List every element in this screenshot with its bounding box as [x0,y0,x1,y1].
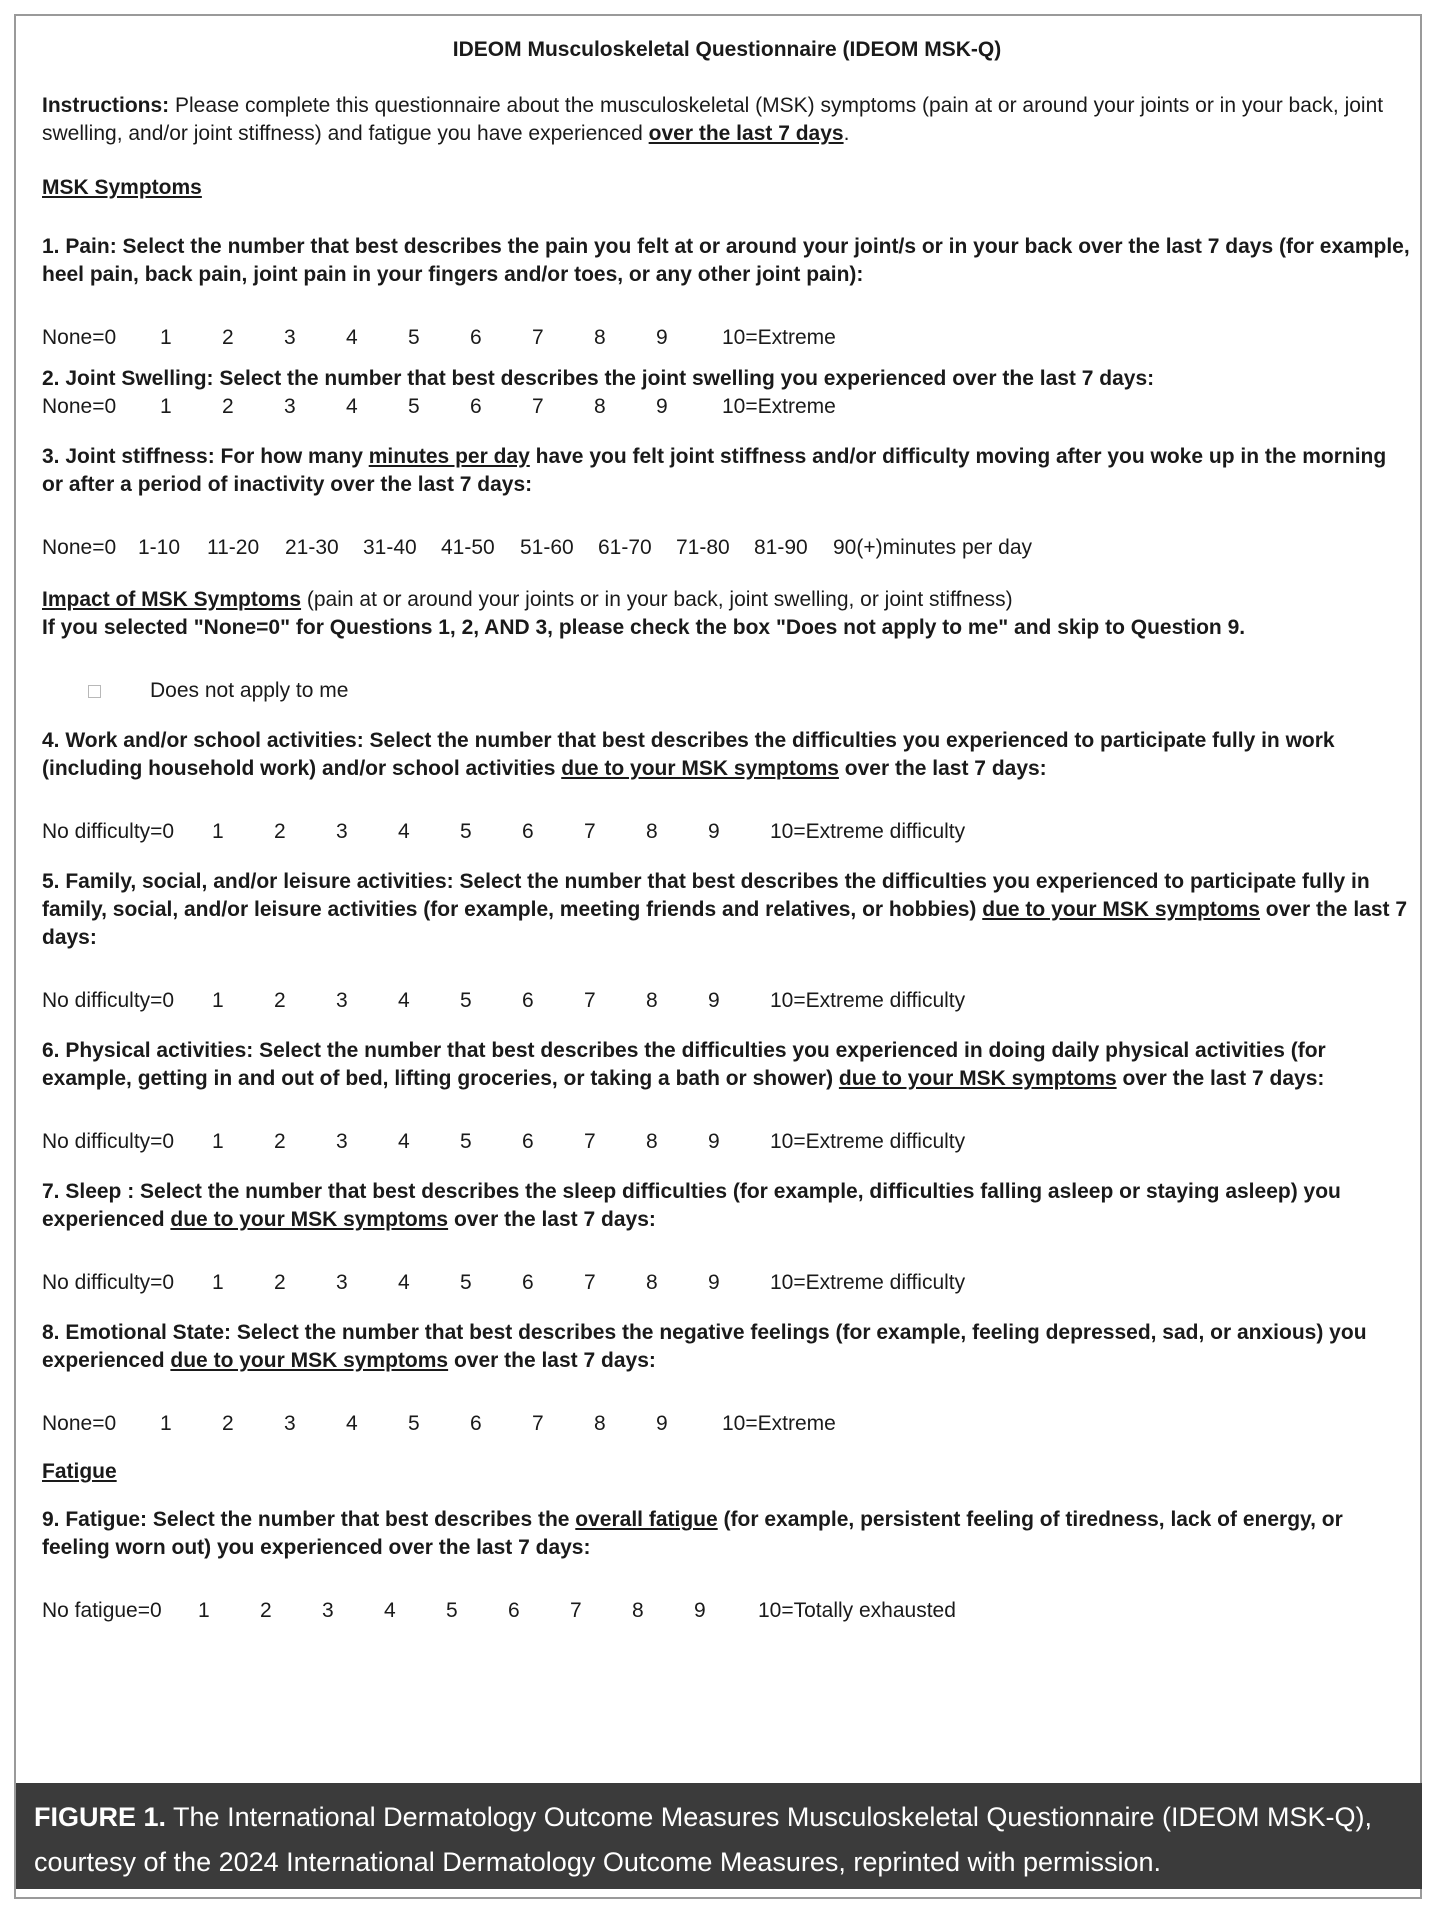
question-7: 7. Sleep : Select the number that best describes the sleep difficulties (for example, difficulties falling asleep or staying asleep) you experienced due to your MSK symptoms over the last 7 days: [42,1180,1341,1231]
q4-option[interactable]: 10=Extreme difficulty [770,820,966,843]
q8-option[interactable]: 1 [160,1412,172,1435]
q7-option[interactable]: 1 [212,1271,224,1294]
q4-option[interactable]: 2 [274,820,286,843]
q5-option[interactable]: 10=Extreme difficulty [770,989,966,1012]
q7-option[interactable]: 6 [522,1271,534,1294]
q2-option[interactable]: 9 [656,395,668,418]
scale-q8 [42,1410,1412,1438]
q8-option[interactable]: 3 [284,1412,296,1435]
instructions-label: Instructions: [42,94,170,117]
question-4: 4. Work and/or school activities: Select the number that best describes the difficulties you experienced to participate fully in work (including household work) and/or school activities due to your MSK symptoms over the last 7 days: [42,729,1335,780]
q8-option[interactable]: 7 [532,1412,544,1435]
q5-option[interactable]: 6 [522,989,534,1012]
q2-option[interactable]: 10=Extreme [722,395,836,418]
q7-option[interactable]: 3 [336,1271,348,1294]
scale-q4 [42,818,1412,846]
q4-option[interactable]: 3 [336,820,348,843]
questionnaire-content [42,26,1412,1625]
q5-option[interactable]: 1 [212,989,224,1012]
does-not-apply-checkbox[interactable] [88,685,101,698]
q9-option[interactable]: No fatigue=0 [42,1599,162,1622]
q7-option[interactable]: No difficulty=0 [42,1271,175,1294]
scale-q6 [42,1128,1412,1156]
q7-option[interactable]: 4 [398,1271,410,1294]
q1-option[interactable]: 1 [160,326,172,349]
impact-heading: Impact of MSK Symptoms [42,588,302,611]
q8-option[interactable]: 9 [656,1412,668,1435]
q6-option[interactable]: 10=Extreme difficulty [770,1130,966,1153]
figure-caption [16,1783,1422,1889]
q1-option[interactable]: 10=Extreme [722,326,836,349]
figure-caption-text: The International Dermatology Outcome Measures Musculoskeletal Questionnaire (IDEOM MSK-Q), courtesy of the 2024 International Dermatology Outcome Measures, reprinted with permission. [34,1802,1373,1877]
scale-q2 [42,393,1412,421]
q2-option[interactable]: 6 [470,395,482,418]
q5-option[interactable]: 4 [398,989,410,1012]
figure-label: FIGURE 1. [34,1802,167,1832]
q4-option[interactable]: 6 [522,820,534,843]
q1-option[interactable]: 9 [656,326,668,349]
q7-option[interactable]: 5 [460,1271,472,1294]
msk-symptoms-heading: MSK Symptoms [42,176,202,199]
q2-option[interactable]: 2 [222,395,234,418]
q3-option[interactable]: 81-90 [754,536,808,559]
instructions-end: . [843,122,850,145]
q8-option[interactable]: 8 [594,1412,606,1435]
q1-option[interactable]: 2 [222,326,234,349]
question-9: 9. Fatigue: Select the number that best describes the overall fatigue (for example, persistent feeling of tiredness, lack of energy, or feeling worn out) you experienced over the last 7 days: [42,1508,1343,1559]
q9-option[interactable]: 10=Totally exhausted [758,1599,956,1622]
question-2: 2. Joint Swelling: Select the number that best describes the joint swelling you experienced over the last 7 days: [42,367,1155,390]
q5-option[interactable]: 2 [274,989,286,1012]
q5-option[interactable]: 3 [336,989,348,1012]
q5-option[interactable]: 9 [708,989,720,1012]
q2-option[interactable]: 5 [408,395,420,418]
q8-option[interactable]: 6 [470,1412,482,1435]
q5-option[interactable]: 5 [460,989,472,1012]
q1-option[interactable]: 8 [594,326,606,349]
q8-option[interactable]: 10=Extreme [722,1412,836,1435]
q4-option[interactable]: 1 [212,820,224,843]
page-title: IDEOM Musculoskeletal Questionnaire (IDEOM MSK-Q) [452,38,1002,61]
q3-option[interactable]: 51-60 [520,536,574,559]
q1-option[interactable]: 6 [470,326,482,349]
fatigue-heading: Fatigue [42,1460,117,1483]
q3-option[interactable]: 71-80 [676,536,730,559]
q6-option[interactable]: 5 [460,1130,472,1153]
question-8: 8. Emotional State: Select the number that best describes the negative feelings (for example, feeling depressed, sad, or anxious) you experienced due to your MSK symptoms over the last 7 days: [42,1321,1367,1372]
scale-q5 [42,987,1412,1015]
q9-option[interactable]: 3 [322,1599,334,1622]
q1-option[interactable]: 5 [408,326,420,349]
q7-option[interactable]: 7 [584,1271,596,1294]
q6-option[interactable]: 3 [336,1130,348,1153]
q2-option[interactable]: 1 [160,395,172,418]
q8-option[interactable]: 2 [222,1412,234,1435]
question-6: 6. Physical activities: Select the number that best describes the difficulties you experienced in doing daily physical activities (for example, getting in and out of bed, lifting groceries, or taking a bath or shower) due to your MSK symptoms over the last 7 days: [42,1039,1326,1090]
q5-option[interactable]: 7 [584,989,596,1012]
q3-option[interactable]: 90(+)minutes per day [833,536,1033,559]
q2-option[interactable]: 8 [594,395,606,418]
q3-option[interactable]: 11-20 [207,536,260,559]
q9-option[interactable]: 1 [198,1599,210,1622]
q2-option[interactable]: 3 [284,395,296,418]
q3-option[interactable]: 41-50 [441,536,495,559]
instructions [42,92,1412,148]
q4-option[interactable]: No difficulty=0 [42,820,175,843]
q2-option[interactable]: 7 [532,395,544,418]
q4-option[interactable]: 7 [584,820,596,843]
q7-option[interactable]: 8 [646,1271,658,1294]
q2-option[interactable]: None=0 [42,395,117,418]
q6-option[interactable]: 8 [646,1130,658,1153]
q3-option[interactable]: 21-30 [285,536,339,559]
q6-option[interactable]: 9 [708,1130,720,1153]
q6-option[interactable]: 1 [212,1130,224,1153]
instructions-period: over the last 7 days [648,122,844,145]
impact-heading-note: (pain at or around your joints or in your back, joint swelling, or joint stiffness) [301,588,1013,611]
does-not-apply-label: Does not apply to me [150,679,349,702]
scale-q3 [42,534,1412,562]
q9-option[interactable]: 4 [384,1599,396,1622]
q9-option[interactable]: 7 [570,1599,582,1622]
q8-option[interactable]: 4 [346,1412,358,1435]
q6-option[interactable]: 7 [584,1130,596,1153]
q4-option[interactable]: 5 [460,820,472,843]
q3-option[interactable]: 1-10 [138,536,181,559]
q4-option[interactable]: 9 [708,820,720,843]
question-5: 5. Family, social, and/or leisure activities: Select the number that best describes the difficulties you experienced to participate fully in family, social, and/or leisure activities (for example, meeting friends and relatives, or hobbies) due to your MSK symptoms over the last 7 days: [42,870,1408,949]
q6-option[interactable]: 6 [522,1130,534,1153]
q7-option[interactable]: 10=Extreme difficulty [770,1271,966,1294]
q5-option[interactable]: 8 [646,989,658,1012]
q2-option[interactable]: 4 [346,395,358,418]
q1-option[interactable]: 3 [284,326,296,349]
does-not-apply-row [42,677,1412,705]
q3-option[interactable]: 31-40 [363,536,417,559]
q3-option[interactable]: 61-70 [598,536,652,559]
q5-option[interactable]: No difficulty=0 [42,989,175,1012]
scale-q9 [42,1597,1412,1625]
scale-q1 [42,324,1412,352]
q6-option[interactable]: No difficulty=0 [42,1130,175,1153]
q1-option[interactable]: 4 [346,326,358,349]
q4-option[interactable]: 4 [398,820,410,843]
q9-option[interactable]: 9 [694,1599,706,1622]
instructions-text: Please complete this questionnaire about the musculoskeletal (MSK) symptoms (pain at or around your joints or in your back, joint swelling, and/or joint stiffness) and fatigue you have experienced [42,94,1384,145]
questionnaire-page [14,14,1422,1899]
question-3: 3. Joint stiffness: For how many minutes per day have you felt joint stiffness and/or difficulty moving after you woke up in the morning or after a period of inactivity over the last 7 days: [42,445,1387,496]
q7-option[interactable]: 2 [274,1271,286,1294]
q1-option[interactable]: None=0 [42,326,117,349]
impact-heading-line [42,586,1412,614]
scale-q7 [42,1269,1412,1297]
q9-option[interactable]: 5 [446,1599,458,1622]
q1-option[interactable]: 7 [532,326,544,349]
q8-option[interactable]: 5 [408,1412,420,1435]
q9-option[interactable]: 2 [260,1599,272,1622]
q3-option[interactable]: None=0 [42,536,117,559]
q6-option[interactable]: 4 [398,1130,410,1153]
q7-option[interactable]: 9 [708,1271,720,1294]
impact-instruction: If you selected "None=0" for Questions 1, 2, AND 3, please check the box "Does not apply to me" and skip to Question 9. [42,616,1246,639]
q6-option[interactable]: 2 [274,1130,286,1153]
q9-option[interactable]: 6 [508,1599,520,1622]
q8-option[interactable]: None=0 [42,1412,117,1435]
question-1: 1. Pain: Select the number that best describes the pain you felt at or around your joint/s or in your back over the last 7 days (for example, heel pain, back pain, joint pain in your fingers and/or toes, or any other joint pain): [42,235,1410,286]
q4-option[interactable]: 8 [646,820,658,843]
q9-option[interactable]: 8 [632,1599,644,1622]
